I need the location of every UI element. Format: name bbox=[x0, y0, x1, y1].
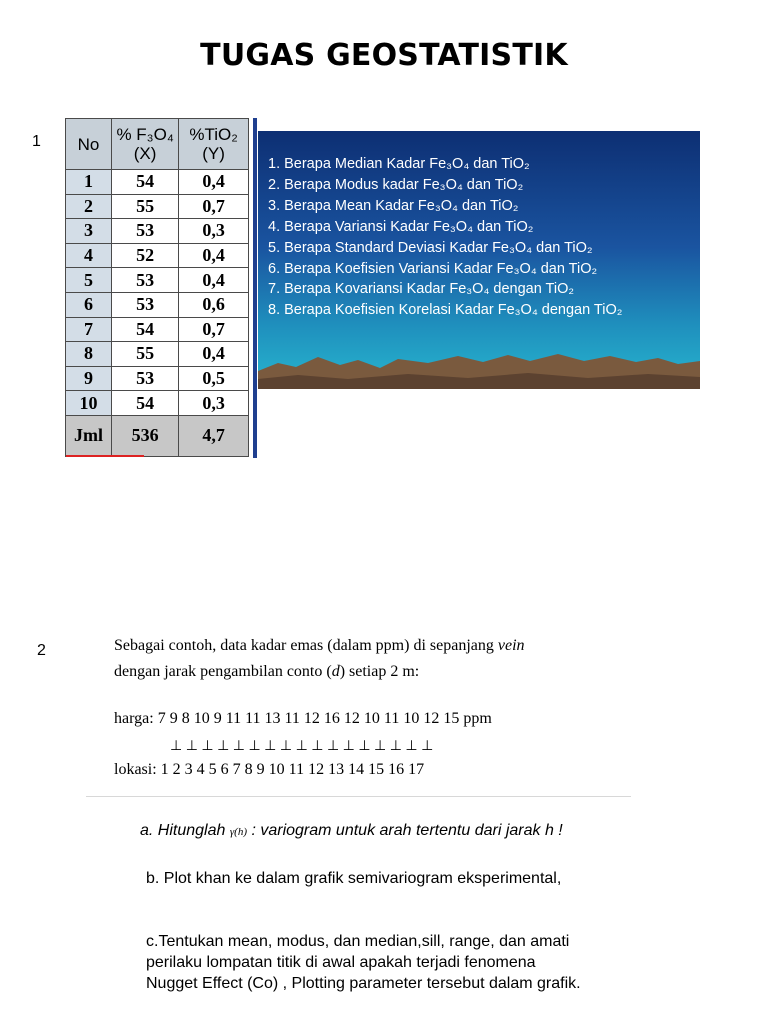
no-cell: 5 bbox=[66, 268, 112, 293]
data-table-image bbox=[65, 118, 257, 458]
total-x: 536 bbox=[112, 415, 179, 456]
no-cell: 6 bbox=[66, 292, 112, 317]
fe3o4-cell: 55 bbox=[112, 194, 179, 219]
no-cell: 2 bbox=[66, 194, 112, 219]
header-fe3o4: % F₃O₄ (X) bbox=[112, 119, 179, 170]
no-cell: 10 bbox=[66, 391, 112, 416]
task-c-line-2: perilaku lompatan titik di awal apakah terjadi fenomena bbox=[146, 954, 536, 971]
question-item: 4. Berapa Variansi Kadar Fe₃O₄ dan TiO₂ bbox=[268, 218, 534, 235]
no-cell: 3 bbox=[66, 219, 112, 244]
example-line-2: dengan jarak pengambilan conto (d) setiap 2 m: bbox=[114, 663, 420, 680]
fe3o4-cell: 53 bbox=[112, 219, 179, 244]
question-item: 3. Berapa Mean Kadar Fe₃O₄ dan TiO₂ bbox=[268, 197, 519, 214]
question-item: 5. Berapa Standard Deviasi Kadar Fe₃O₄ dan TiO₂ bbox=[268, 239, 593, 256]
lokasi-values: lokasi: 1 2 3 4 5 6 7 8 9 10 11 12 13 14 15 16 17 bbox=[114, 761, 425, 778]
no-cell: 9 bbox=[66, 366, 112, 391]
total-y: 4,7 bbox=[179, 415, 249, 456]
tio2-cell: 0,6 bbox=[179, 292, 249, 317]
header-no: No bbox=[66, 119, 112, 170]
question-item: 8. Berapa Koefisien Korelasi Kadar Fe₃O₄ dengan TiO₂ bbox=[268, 302, 623, 319]
page-title: TUGAS GEOSTATISTIK bbox=[200, 38, 568, 73]
total-label: Jml bbox=[66, 415, 112, 456]
tio2-cell: 0,7 bbox=[179, 317, 249, 342]
header-tio2: %TiO₂ (Y) bbox=[179, 119, 249, 170]
task-c-line-3: Nugget Effect (Co) , Plotting parameter tersebut dalam grafik. bbox=[146, 975, 581, 992]
fe3o4-cell: 54 bbox=[112, 391, 179, 416]
example-text-image bbox=[86, 628, 631, 797]
fe3o4-cell: 53 bbox=[112, 366, 179, 391]
question-item: 1. Berapa Median Kadar Fe₃O₄ dan TiO₂ bbox=[268, 156, 530, 172]
task-c-line-1: c.Tentukan mean, modus, dan median,sill, range, dan amati bbox=[146, 933, 570, 950]
tio2-cell: 0,5 bbox=[179, 366, 249, 391]
example-line-1: Sebagai contoh, data kadar emas (dalam ppm) di sepanjang vein bbox=[114, 637, 525, 654]
gamma-symbol: γ(h) bbox=[229, 826, 248, 838]
table-row bbox=[66, 391, 249, 416]
red-underline-mark bbox=[66, 455, 144, 457]
table-row bbox=[66, 292, 249, 317]
table-row bbox=[66, 194, 249, 219]
mountain-silhouette-icon bbox=[258, 349, 700, 389]
table-row bbox=[66, 317, 249, 342]
data-table bbox=[65, 118, 249, 457]
questions-panel bbox=[258, 131, 700, 389]
no-cell: 1 bbox=[66, 170, 112, 195]
tio2-cell: 0,4 bbox=[179, 268, 249, 293]
no-cell: 4 bbox=[66, 243, 112, 268]
no-cell: 8 bbox=[66, 342, 112, 367]
question-number-1: 1 bbox=[32, 133, 41, 150]
tio2-cell: 0,7 bbox=[179, 194, 249, 219]
table-row bbox=[66, 170, 249, 195]
question-number-2: 2 bbox=[37, 642, 46, 659]
question-list bbox=[268, 154, 622, 321]
fe3o4-cell: 55 bbox=[112, 342, 179, 367]
no-cell: 7 bbox=[66, 317, 112, 342]
table-row bbox=[66, 219, 249, 244]
question-item: 7. Berapa Kovariansi Kadar Fe₃O₄ dengan TiO₂ bbox=[268, 281, 575, 298]
table-row bbox=[66, 243, 249, 268]
task-a: a. Hitunglah γ(h) : variogram untuk arah tertentu dari jarak h ! bbox=[140, 822, 563, 839]
table-body bbox=[66, 170, 249, 416]
harga-values: harga: 7 9 8 10 9 11 11 13 11 12 16 12 10 11 10 12 15 ppm bbox=[114, 710, 492, 727]
table-row bbox=[66, 366, 249, 391]
fe3o4-cell: 54 bbox=[112, 317, 179, 342]
table-row bbox=[66, 268, 249, 293]
question-item: 6. Berapa Koefisien Variansi Kadar Fe₃O₄ dan TiO₂ bbox=[268, 260, 598, 277]
fe3o4-cell: 52 bbox=[112, 243, 179, 268]
tio2-cell: 0,3 bbox=[179, 391, 249, 416]
question-item: 2. Berapa Modus kadar Fe₃O₄ dan TiO₂ bbox=[268, 176, 524, 193]
tio2-cell: 0,3 bbox=[179, 219, 249, 244]
tio2-cell: 0,4 bbox=[179, 243, 249, 268]
tio2-cell: 0,4 bbox=[179, 170, 249, 195]
fe3o4-cell: 53 bbox=[112, 268, 179, 293]
task-b: b. Plot khan ke dalam grafik semivariogram eksperimental, bbox=[146, 870, 562, 887]
fe3o4-cell: 53 bbox=[112, 292, 179, 317]
sample-tick-marks: ⊥ ⊥ ⊥ ⊥ ⊥ ⊥ ⊥ ⊥ ⊥ ⊥ ⊥ ⊥ ⊥ ⊥ ⊥ ⊥ ⊥ bbox=[170, 739, 434, 754]
fe3o4-cell: 54 bbox=[112, 170, 179, 195]
table-row bbox=[66, 342, 249, 367]
task-c bbox=[146, 931, 581, 994]
tio2-cell: 0,4 bbox=[179, 342, 249, 367]
total-row bbox=[66, 415, 249, 456]
